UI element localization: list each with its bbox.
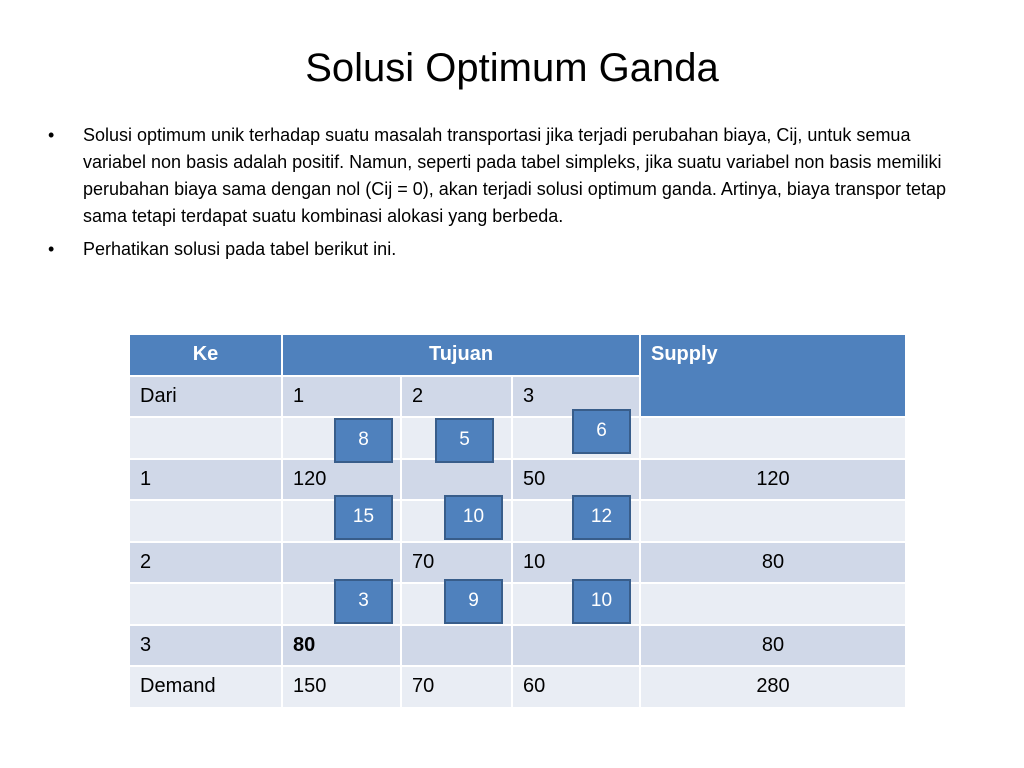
subheader-dest-1: 1 — [282, 376, 401, 418]
demand-cell: 150 — [282, 666, 401, 708]
bullet-item — [48, 122, 960, 230]
subheader-dest-3: 3 — [512, 376, 640, 418]
bullet-marker: • — [48, 125, 55, 145]
allocation-cell: 10 — [512, 542, 640, 584]
allocation-cell: 70 — [401, 542, 512, 584]
transport-table — [128, 333, 907, 709]
allocation-cell — [401, 625, 512, 667]
spacer-cell — [640, 500, 906, 542]
supply-cell: 80 — [640, 625, 906, 667]
allocation-cell — [401, 459, 512, 501]
cost-box: 3 — [334, 579, 393, 624]
supply-cell: 120 — [640, 459, 906, 501]
allocation-cell: 50 — [512, 459, 640, 501]
spacer-cell — [640, 417, 906, 459]
row-label: 3 — [129, 625, 282, 667]
bullet-text: Perhatikan solusi pada tabel berikut ini. — [83, 239, 397, 259]
demand-label: Demand — [129, 666, 282, 708]
allocation-cell: 80 — [282, 625, 401, 667]
bullet-list — [48, 122, 960, 269]
spacer-cell — [129, 500, 282, 542]
cost-box: 5 — [435, 418, 494, 463]
cost-box: 12 — [572, 495, 631, 540]
allocation-cell — [282, 542, 401, 584]
bullet-text: Solusi optimum unik terhadap suatu masalah transportasi jika terjadi perubahan biaya, Cij, untuk semua variabel non basis adalah positif. Namun, seperti pada tabel simpleks, jika suatu variabel non basis memiliki perubahan biaya sama dengan nol (Cij = 0), akan terjadi solusi optimum ganda. Artinya, biaya transpor tetap sama tetapi terdapat suatu kombinasi alokasi yang berbeda. — [83, 125, 947, 226]
demand-total: 280 — [640, 666, 906, 708]
table-row — [129, 542, 906, 584]
subheader-dari: Dari — [129, 376, 282, 418]
slide-title: Solusi Optimum Ganda — [305, 46, 719, 90]
row-label: 2 — [129, 542, 282, 584]
subheader-dest-2: 2 — [401, 376, 512, 418]
cost-box: 10 — [444, 495, 503, 540]
spacer-cell — [640, 583, 906, 625]
cost-box: 10 — [572, 579, 631, 624]
allocation-cell — [512, 625, 640, 667]
spacer-cell — [129, 417, 282, 459]
bullet-item — [48, 236, 960, 263]
cost-box: 6 — [572, 409, 631, 454]
demand-cell: 60 — [512, 666, 640, 708]
supply-cell: 80 — [640, 542, 906, 584]
header-supply: Supply — [640, 334, 906, 417]
header-ke: Ke — [129, 334, 282, 376]
demand-cell: 70 — [401, 666, 512, 708]
allocation-cell: 120 — [282, 459, 401, 501]
row-label: 1 — [129, 459, 282, 501]
cost-box: 8 — [334, 418, 393, 463]
table-row — [129, 625, 906, 667]
cost-box: 9 — [444, 579, 503, 624]
header-tujuan: Tujuan — [282, 334, 640, 376]
demand-row — [129, 666, 906, 708]
bullet-marker: • — [48, 239, 55, 259]
spacer-cell — [129, 583, 282, 625]
cost-box: 15 — [334, 495, 393, 540]
table-row — [129, 459, 906, 501]
